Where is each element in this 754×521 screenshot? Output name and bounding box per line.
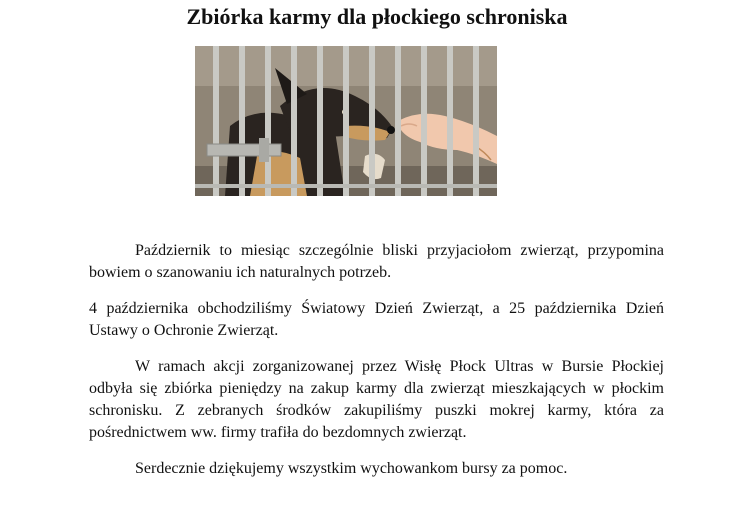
paragraph-action: W ramach akcji zorganizowanej przez Wisłę Płock Ultras w Bursie Płockiej odbyła się zbiórka pieniędzy na zakup karmy dla zwierząt mieszkających w płockim schronisku. Z zebranych środków zakupiliśmy puszki mokrej karmy, która za pośrednictwem ww. firmy trafiła do bezdomnych zwierząt. (89, 358, 664, 441)
paragraph-thanks: Serdecznie dziękujemy wszystkim wychowankom bursy za pomoc. (135, 460, 568, 477)
dog-cage-photo (195, 46, 497, 196)
paragraph-intro: Październik to miesiąc szczególnie bliski przyjaciołom zwierząt, przypomina bowiem o szanowaniu ich naturalnych potrzeb. (89, 242, 664, 281)
article-title: Zbiórka karmy dla płockiego schroniska (186, 4, 568, 29)
paragraph-dates: 4 października obchodziliśmy Światowy Dzień Zwierząt, a 25 października Dzień Ustawy o Ochronie Zwierząt. (89, 300, 664, 339)
dog-behind-cage-photo-icon (195, 46, 497, 196)
article-body (89, 240, 664, 494)
